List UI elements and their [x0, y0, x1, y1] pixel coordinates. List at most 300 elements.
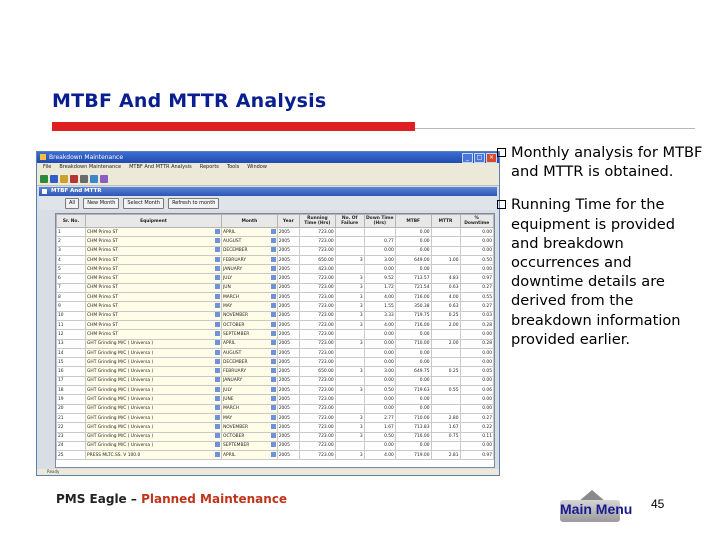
table-cell: 0.00	[364, 376, 395, 385]
table-row[interactable]	[57, 311, 494, 320]
table-row[interactable]	[57, 358, 494, 367]
cell-text: GHT Grinding M/C ( Universa )	[86, 369, 154, 375]
table-cell	[221, 330, 277, 339]
table-cell: 3	[335, 451, 364, 460]
table-cell	[85, 348, 221, 357]
cell-text: JULY	[222, 276, 233, 282]
table-cell: 0.00	[460, 330, 493, 339]
table-cell: 0.25	[431, 311, 460, 320]
dropdown-arrow-icon[interactable]	[271, 415, 276, 420]
table-cell: 1.55	[364, 302, 395, 311]
dropdown-arrow-icon[interactable]	[215, 415, 220, 420]
table-row[interactable]	[57, 423, 494, 432]
table-cell	[221, 274, 277, 283]
table-cell: 716.00	[395, 320, 431, 329]
cell-text: GHT Grinding M/C ( Universa )	[86, 443, 154, 449]
table-cell: 719.00	[395, 451, 431, 460]
table-row[interactable]	[57, 348, 494, 357]
dropdown-arrow-icon[interactable]	[271, 377, 276, 382]
table-cell: 3	[335, 283, 364, 292]
table-cell: 3	[335, 293, 364, 302]
title-rule	[415, 128, 695, 129]
table-cell	[335, 246, 364, 255]
table-cell: 723.00	[300, 348, 336, 357]
table-cell: 2005	[277, 302, 299, 311]
table-row[interactable]	[57, 302, 494, 311]
cell-text: GHT Grinding M/C ( Universa )	[86, 359, 154, 365]
table-row[interactable]	[57, 283, 494, 292]
cell-text: GHT Grinding M/C ( Universa )	[86, 434, 154, 440]
dropdown-arrow-icon[interactable]	[215, 247, 220, 252]
table-cell: 350.38	[395, 302, 431, 311]
table-cell: 0.00	[460, 376, 493, 385]
cell-text: NOVEMBER	[222, 424, 249, 430]
table-cell	[335, 395, 364, 404]
dropdown-arrow-icon[interactable]	[271, 229, 276, 234]
table-cell: 0.75	[431, 432, 460, 441]
table-cell: 2005	[277, 348, 299, 357]
dropdown-arrow-icon[interactable]	[271, 424, 276, 429]
footer-separator: –	[126, 492, 142, 506]
dropdown-arrow-icon[interactable]	[271, 322, 276, 327]
table-cell: 5	[57, 265, 86, 274]
dropdown-arrow-icon[interactable]	[215, 433, 220, 438]
dropdown-arrow-icon[interactable]	[271, 284, 276, 289]
toolbar	[37, 172, 499, 186]
table-cell: 0.00	[395, 376, 431, 385]
table-cell	[85, 302, 221, 311]
table-cell	[221, 423, 277, 432]
dropdown-arrow-icon[interactable]	[215, 377, 220, 382]
table-cell: 2005	[277, 339, 299, 348]
table-row[interactable]	[57, 228, 494, 237]
child-window-titlebar	[39, 187, 497, 196]
table-cell: 0.00	[364, 348, 395, 357]
table-cell: 1.67	[431, 423, 460, 432]
search-icon[interactable]	[80, 175, 88, 183]
table-cell: 4.00	[364, 320, 395, 329]
dropdown-arrow-icon[interactable]	[271, 359, 276, 364]
table-cell	[85, 395, 221, 404]
print-icon[interactable]	[100, 175, 108, 183]
table-row[interactable]	[57, 404, 494, 413]
table-row[interactable]	[57, 441, 494, 450]
cell-text: OCTOBER	[222, 322, 245, 328]
table-cell	[335, 441, 364, 450]
dropdown-arrow-icon[interactable]	[215, 424, 220, 429]
new-icon[interactable]	[40, 175, 48, 183]
table-cell: 22	[57, 423, 86, 432]
cell-text: CHM Primo ST	[86, 313, 118, 319]
dropdown-arrow-icon[interactable]	[215, 284, 220, 289]
cell-text: CHM Primo ST	[86, 229, 118, 235]
table-cell: 0.00	[395, 395, 431, 404]
table-cell: 719.75	[395, 311, 431, 320]
cell-text: AUGUST	[222, 350, 242, 356]
table-cell	[85, 441, 221, 450]
window-title: Breakdown Maintenance	[49, 154, 124, 161]
title-accent-bar	[52, 122, 415, 131]
table-cell: 723.00	[300, 358, 336, 367]
maximize-button[interactable]: □	[474, 153, 485, 163]
table-cell	[221, 451, 277, 460]
table-row[interactable]	[57, 246, 494, 255]
table-row[interactable]	[57, 237, 494, 246]
table-cell: 3	[335, 367, 364, 376]
column-header[interactable]: Running Time (Hrs)	[300, 215, 336, 228]
table-cell	[221, 367, 277, 376]
cell-text: CHM Primo ST	[86, 331, 118, 337]
table-cell	[221, 432, 277, 441]
dropdown-arrow-icon[interactable]	[271, 452, 276, 457]
table-cell: 21	[57, 413, 86, 422]
table-cell: 710.00	[395, 413, 431, 422]
dropdown-arrow-icon[interactable]	[215, 229, 220, 234]
table-cell	[85, 293, 221, 302]
cell-text: NOVEMBER	[222, 313, 249, 319]
cell-text: CHM Primo ST	[86, 294, 118, 300]
dropdown-arrow-icon[interactable]	[215, 396, 220, 401]
table-cell: 2005	[277, 367, 299, 376]
column-header[interactable]: % Downtime	[460, 215, 493, 228]
table-row[interactable]	[57, 274, 494, 283]
table-cell	[221, 265, 277, 274]
dropdown-arrow-icon[interactable]	[271, 275, 276, 280]
table-cell	[85, 228, 221, 237]
table-cell	[335, 404, 364, 413]
table-row[interactable]	[57, 413, 494, 422]
table-cell	[431, 246, 460, 255]
table-row[interactable]	[57, 330, 494, 339]
table-cell: 2005	[277, 395, 299, 404]
table-cell	[85, 330, 221, 339]
table-cell: 8	[57, 293, 86, 302]
dropdown-arrow-icon[interactable]	[271, 238, 276, 243]
table-cell: 723.00	[300, 386, 336, 395]
table-cell: 10	[57, 311, 86, 320]
table-cell: 3	[335, 413, 364, 422]
table-cell	[335, 348, 364, 357]
menu-item[interactable]: Reports	[199, 164, 219, 170]
table-cell	[221, 302, 277, 311]
app-window-screenshot	[36, 151, 500, 476]
dropdown-arrow-icon[interactable]	[271, 433, 276, 438]
table-cell: 0.50	[364, 432, 395, 441]
minimize-button[interactable]: _	[462, 153, 473, 163]
table-cell: 0.00	[364, 441, 395, 450]
table-cell: 2005	[277, 358, 299, 367]
cell-text: GHT Grinding M/C ( Universa )	[86, 341, 154, 347]
dropdown-arrow-icon[interactable]	[271, 266, 276, 271]
table-cell	[221, 293, 277, 302]
refresh-to-month-button[interactable]: Refresh to month	[168, 198, 219, 209]
table-cell: 723.00	[300, 413, 336, 422]
table-cell: 723.00	[300, 432, 336, 441]
dropdown-arrow-icon[interactable]	[271, 387, 276, 392]
table-cell: 23	[57, 432, 86, 441]
page-number: 45	[651, 497, 665, 511]
cell-text: JUN	[222, 285, 231, 291]
column-header[interactable]: Sr. No.	[57, 215, 86, 228]
dropdown-arrow-icon[interactable]	[271, 294, 276, 299]
dropdown-arrow-icon[interactable]	[271, 247, 276, 252]
table-cell	[431, 358, 460, 367]
table-cell: 12	[57, 330, 86, 339]
table-cell: 723.00	[300, 228, 336, 237]
main-menu-button[interactable]	[552, 492, 642, 524]
dropdown-arrow-icon[interactable]	[215, 257, 220, 262]
table-cell: 15	[57, 358, 86, 367]
table-cell: 18	[57, 386, 86, 395]
cell-text: GHT Grinding M/C ( Universa )	[86, 424, 154, 430]
dropdown-arrow-icon[interactable]	[271, 442, 276, 447]
dropdown-arrow-icon[interactable]	[271, 331, 276, 336]
table-cell: 3.00	[364, 255, 395, 264]
table-cell	[85, 404, 221, 413]
table-cell: 650.00	[300, 367, 336, 376]
table-cell: 650.00	[300, 255, 336, 264]
dropdown-arrow-icon[interactable]	[215, 359, 220, 364]
table-cell	[335, 265, 364, 274]
table-cell	[85, 367, 221, 376]
table-cell: 3.00	[364, 367, 395, 376]
table-cell: 723.00	[300, 395, 336, 404]
table-cell: 0.50	[364, 386, 395, 395]
dropdown-arrow-icon[interactable]	[271, 303, 276, 308]
table-cell	[85, 283, 221, 292]
table-cell: 713.57	[395, 274, 431, 283]
table-row[interactable]	[57, 451, 494, 460]
column-header[interactable]: Down Time (Hrs)	[366, 216, 394, 226]
table-cell: 0.00	[395, 404, 431, 413]
table-cell: 0.00	[364, 358, 395, 367]
table-cell	[335, 376, 364, 385]
cell-text: MAY	[222, 304, 233, 310]
table-row[interactable]	[57, 339, 494, 348]
table-cell: 3	[335, 386, 364, 395]
table-cell: 0.00	[460, 395, 493, 404]
table-cell: 2005	[277, 441, 299, 450]
menu-item[interactable]: MTBF And MTTR Analysis	[129, 164, 192, 170]
table-cell	[85, 339, 221, 348]
table-cell	[221, 441, 277, 450]
table-cell: 2005	[277, 228, 299, 237]
table-cell: 13	[57, 339, 86, 348]
dropdown-arrow-icon[interactable]	[215, 405, 220, 410]
table-cell: 14	[57, 348, 86, 357]
table-cell: 0.27	[460, 413, 493, 422]
table-row[interactable]	[57, 255, 494, 264]
table-cell	[85, 265, 221, 274]
table-row[interactable]	[57, 293, 494, 302]
table-cell: 0.63	[431, 302, 460, 311]
table-cell: 3	[335, 339, 364, 348]
table-cell: 3	[335, 255, 364, 264]
table-cell: 3.33	[364, 311, 395, 320]
menu-item[interactable]: File	[43, 164, 52, 170]
table-cell: 2005	[277, 293, 299, 302]
new-month-button[interactable]: New Month	[83, 198, 119, 209]
menu-item[interactable]: Breakdown Maintenance	[59, 164, 122, 170]
column-header[interactable]: Month	[221, 215, 277, 228]
mtbf-mttr-grid	[55, 213, 495, 468]
table-cell	[85, 320, 221, 329]
save-icon[interactable]	[50, 175, 58, 183]
table-cell: 0.28	[460, 320, 493, 329]
table-cell	[85, 358, 221, 367]
dropdown-arrow-icon[interactable]	[271, 312, 276, 317]
table-cell	[85, 376, 221, 385]
table-row[interactable]	[57, 395, 494, 404]
table-cell: 0.27	[460, 302, 493, 311]
table-cell: 721.54	[395, 283, 431, 292]
table-cell: 20	[57, 404, 86, 413]
table-cell: 4.00	[364, 293, 395, 302]
slide-title: MTBF And MTTR Analysis	[52, 90, 327, 112]
table-row[interactable]	[57, 432, 494, 441]
table-cell	[85, 451, 221, 460]
dropdown-arrow-icon[interactable]	[215, 266, 220, 271]
table-cell	[335, 228, 364, 237]
table-cell: 3	[335, 423, 364, 432]
table-cell: 3	[335, 432, 364, 441]
cell-text: GHT Grinding M/C ( Universa )	[86, 378, 154, 384]
bullet-list	[497, 143, 707, 363]
table-cell: 723.00	[300, 283, 336, 292]
cell-text: DECEMBER	[222, 359, 248, 365]
table-cell	[85, 255, 221, 264]
table-cell	[221, 404, 277, 413]
dropdown-arrow-icon[interactable]	[215, 303, 220, 308]
table-cell: 0.00	[364, 404, 395, 413]
table-cell: 649.75	[395, 367, 431, 376]
cell-text: FEBRUARY	[222, 369, 247, 375]
table-row[interactable]	[57, 367, 494, 376]
table-cell: 0.03	[460, 311, 493, 320]
dropdown-arrow-icon[interactable]	[215, 452, 220, 457]
table-cell: 0.97	[460, 274, 493, 283]
table-cell	[221, 386, 277, 395]
table-cell: 2005	[277, 255, 299, 264]
table-cell	[431, 330, 460, 339]
dropdown-arrow-icon[interactable]	[215, 322, 220, 327]
table-cell: 2005	[277, 246, 299, 255]
table-cell: 723.00	[300, 311, 336, 320]
cell-text: APRIL	[222, 341, 236, 347]
table-cell	[85, 423, 221, 432]
column-header[interactable]: Year	[277, 215, 299, 228]
table-cell: 1	[57, 228, 86, 237]
menu-item[interactable]: Tools	[226, 164, 240, 170]
dropdown-arrow-icon[interactable]	[215, 368, 220, 373]
menu-bar	[37, 163, 499, 172]
dropdown-arrow-icon[interactable]	[215, 387, 220, 392]
cell-text: FEBRUARY	[222, 257, 247, 263]
table-cell: 0.00	[395, 265, 431, 274]
menu-item[interactable]: Window	[247, 164, 267, 170]
table-cell: 2005	[277, 404, 299, 413]
cell-text: CHM Primo ST	[86, 322, 118, 328]
table-cell: 0.00	[364, 265, 395, 274]
table-row[interactable]	[57, 386, 494, 395]
dropdown-arrow-icon[interactable]	[271, 257, 276, 262]
dropdown-arrow-icon[interactable]	[215, 294, 220, 299]
cell-text: JUNE	[222, 396, 234, 402]
table-cell	[364, 228, 395, 237]
column-header[interactable]: MTTR	[431, 215, 460, 228]
table-cell: 723.00	[300, 274, 336, 283]
bullet-square-icon	[497, 200, 506, 209]
dropdown-arrow-icon[interactable]	[271, 350, 276, 355]
table-cell: 0.97	[460, 451, 493, 460]
dropdown-arrow-icon[interactable]	[215, 350, 220, 355]
table-row[interactable]	[57, 320, 494, 329]
table-cell: 2005	[277, 376, 299, 385]
dropdown-arrow-icon[interactable]	[271, 340, 276, 345]
dropdown-arrow-icon[interactable]	[215, 340, 220, 345]
table-cell: 3	[335, 302, 364, 311]
column-header[interactable]: No. Of Failure	[335, 215, 364, 228]
table-cell	[221, 237, 277, 246]
table-cell: 17	[57, 376, 86, 385]
table-cell: 2005	[277, 386, 299, 395]
refresh-icon[interactable]	[90, 175, 98, 183]
table-cell: 4.83	[431, 274, 460, 283]
table-row[interactable]	[57, 376, 494, 385]
table-cell: 2.80	[431, 413, 460, 422]
table-row[interactable]	[57, 265, 494, 274]
table-cell	[221, 311, 277, 320]
dropdown-arrow-icon[interactable]	[215, 275, 220, 280]
cell-text: MARCH	[222, 406, 239, 412]
table-cell	[221, 228, 277, 237]
column-header[interactable]: MTBF	[395, 215, 431, 228]
table-cell: 4.00	[364, 451, 395, 460]
table-cell	[335, 358, 364, 367]
table-cell: 0.00	[460, 358, 493, 367]
edit-icon[interactable]	[60, 175, 68, 183]
close-button[interactable]: ×	[486, 153, 497, 163]
table-cell: 16	[57, 367, 86, 376]
dropdown-arrow-icon[interactable]	[271, 368, 276, 373]
cell-text: CHM Primo ST	[86, 238, 118, 244]
table-cell	[85, 432, 221, 441]
table-cell: 0.00	[395, 237, 431, 246]
dropdown-arrow-icon[interactable]	[271, 396, 276, 401]
table-cell	[431, 395, 460, 404]
table-cell: 723.00	[300, 339, 336, 348]
cell-text: DECEMBER	[222, 248, 248, 254]
cell-text: JANUARY	[222, 378, 243, 384]
action-button-row	[39, 196, 497, 210]
table-cell: 0.55	[460, 293, 493, 302]
all-button[interactable]: All	[65, 198, 79, 209]
table-cell: 0.00	[395, 246, 431, 255]
dropdown-arrow-icon[interactable]	[215, 312, 220, 317]
select-month-button[interactable]: Select Month	[123, 198, 164, 209]
delete-icon[interactable]	[70, 175, 78, 183]
cell-text: SEPTEMBER	[222, 443, 250, 449]
dropdown-arrow-icon[interactable]	[215, 331, 220, 336]
table-cell: 7	[57, 283, 86, 292]
dropdown-arrow-icon[interactable]	[271, 405, 276, 410]
table-cell	[431, 376, 460, 385]
bullet-item	[497, 195, 707, 349]
dropdown-arrow-icon[interactable]	[215, 238, 220, 243]
dropdown-arrow-icon[interactable]	[215, 442, 220, 447]
table-cell	[85, 237, 221, 246]
column-header[interactable]: Equipment	[85, 215, 221, 228]
